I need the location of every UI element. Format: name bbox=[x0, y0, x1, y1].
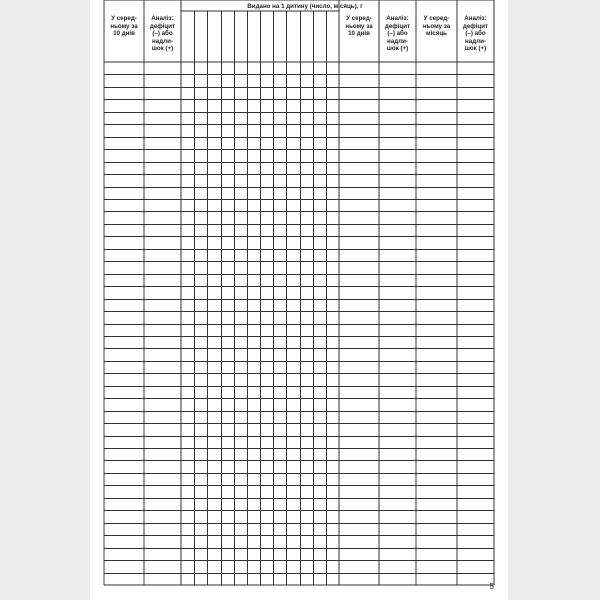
title-header: Видано на 1 дитину (число, місяць), г bbox=[247, 3, 363, 10]
header-avg-10-days-left: У серед- ньому за 10 днів bbox=[110, 15, 138, 38]
header-analysis-right: Аналіз: дефіцит (–) або надли- шок (+) bbox=[384, 15, 411, 53]
header-analysis-left: Аналіз: дефіцит (–) або надли- шок (+) bbox=[149, 15, 176, 53]
header-analysis-month: Аналіз: дефіцит (–) або надли- шок (+) bbox=[462, 15, 489, 53]
header-avg-10-days-right: У серед- ньому за 10 днів bbox=[345, 15, 373, 38]
form-page bbox=[90, 0, 508, 600]
header-avg-month: У серед- ньому за місяць bbox=[422, 15, 451, 38]
page-number: 5 bbox=[489, 582, 494, 591]
grid-table bbox=[90, 0, 508, 600]
